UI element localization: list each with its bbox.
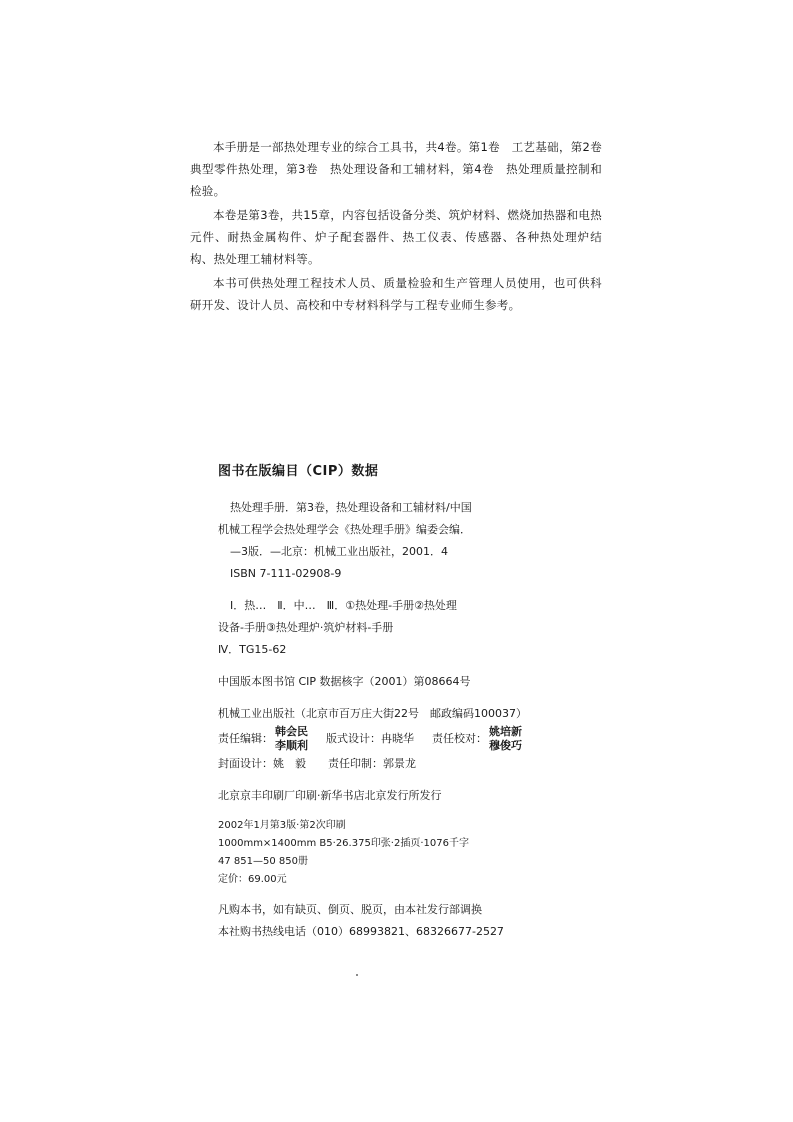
staff-row [218, 725, 598, 753]
copies-line: 47 851—50 850册 [218, 856, 308, 867]
publisher-line: 机械工业出版社（北京市百万庄大街22号 邮政编码100037） [218, 707, 527, 720]
intro-paragraph: 本书可供热处理工程技术人员、质量检验和生产管理人员使用，也可供科研开发、设计人员、高校和中专材料科学与工程专业师生参考。 [190, 276, 602, 312]
cip-title: 图书在版编目（CIP）数据 [218, 464, 379, 479]
cip-classification: Ⅳ．TG15-62 [218, 643, 287, 656]
cip-isbn: ISBN 7-111-02908-9 [230, 567, 342, 580]
cip-line: 机械工程学会热处理学会《热处理手册》编委会编． [218, 523, 471, 536]
intro-paragraph: 本手册是一部热处理专业的综合工具书，共4卷。第1卷 工艺基础，第2卷 典型零件热处理，第3卷 热处理设备和工辅材料，第4卷 热处理质量控制和检验。 [190, 140, 614, 198]
layout-designer: 版式设计：冉晓华 [326, 732, 414, 745]
cip-block [218, 460, 598, 943]
format-line: 1000mm×1400mm B5·26.375印张·2插页·1076千字 [218, 838, 469, 849]
cip-catalog-number: 中国版本图书馆 CIP 数据核字（2001）第08664号 [218, 675, 471, 688]
proofreader-label: 责任校对： [432, 732, 487, 745]
proofreader-name: 姚培新 [489, 725, 522, 738]
editor-name: 李顺利 [275, 739, 308, 752]
editors [275, 725, 308, 753]
cip-line: 热处理手册．第3卷，热处理设备和工辅材料/中国 [230, 501, 472, 514]
proofreaders [489, 725, 522, 753]
printer-line: 北京京丰印刷厂印刷·新华书店北京发行所发行 [218, 789, 442, 802]
proofreader-name: 穆俊巧 [489, 739, 522, 752]
replacement-notice: 凡购本书，如有缺页、倒页、脱页，由本社发行部调换 [218, 903, 482, 916]
introduction [190, 136, 614, 318]
editor-label: 责任编辑： [218, 732, 273, 745]
speck [356, 974, 358, 976]
cip-line: 设备-手册③热处理炉·筑炉材料-手册 [218, 621, 394, 634]
edition-line: 2002年1月第3版·第2次印刷 [218, 820, 346, 831]
cip-line: —3版．—北京：机械工业出版社，2001．4 [230, 545, 448, 558]
intro-paragraph: 本卷是第3卷，共15章，内容包括设备分类、筑炉材料、燃烧加热器和电热元件、耐热金属构件、炉子配套器件、热工仪表、传感器、各种热处理炉结构、热处理工辅材料等。 [190, 208, 602, 266]
hotline: 本社购书热线电话（010）68993821、68326677-2527 [218, 925, 504, 938]
cover-designer-line: 封面设计：姚 毅 责任印制：郭景龙 [218, 757, 416, 770]
cip-line: Ⅰ．热… Ⅱ．中… Ⅲ．①热处理-手册②热处理 [230, 599, 457, 612]
price-line: 定价：69.00元 [218, 874, 287, 885]
editor-name: 韩会民 [275, 725, 308, 738]
